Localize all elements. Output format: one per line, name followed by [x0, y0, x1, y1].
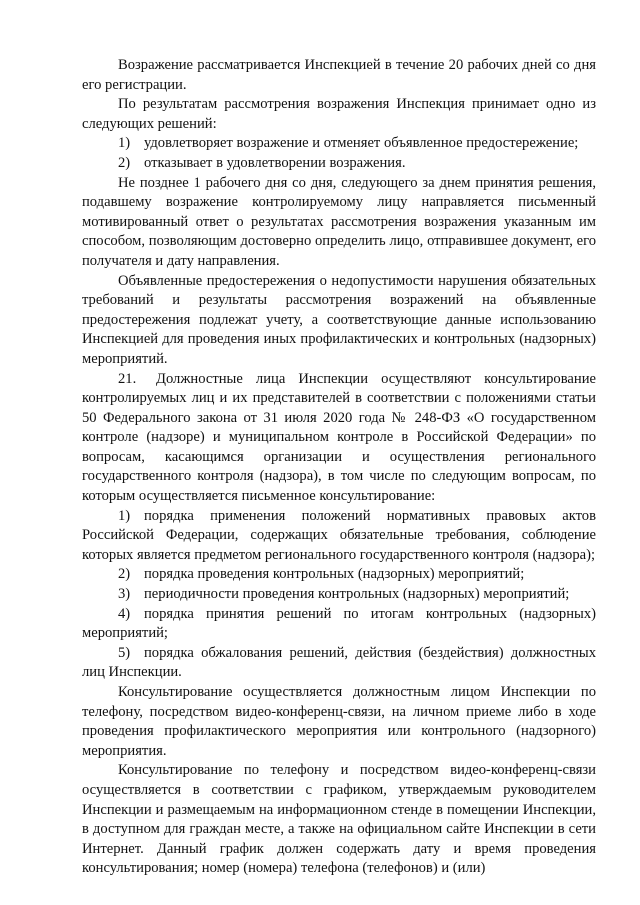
list-item [82, 154, 596, 174]
section-text: Должностные лица Инспекции осуществляют консультирование контролируемых лиц и их представителей в соответствии с положениями статьи 50 Федерального закона от 31 июля 2020 года № 248-ФЗ «О государственном контроле (надзоре) и муниципальном контроле в Российской Федерации» по вопросам, касающимся организации и осуществления регионального государственного контроля (надзора), в том числе по следующим вопросам, по которым осуществляется письменное консультирование: [82, 370, 596, 505]
list-item [82, 644, 596, 683]
list-item-text: порядка обжалования решений, действия (бездействия) должностных лиц Инспекции. [82, 644, 596, 681]
list-item-text: порядка применения положений нормативных правовых актов Российской Федерации, содержащих обязательные требования, соблюдение которых является предметом регионального государственного контроля (надзора); [82, 507, 596, 563]
section-paragraph [82, 370, 596, 507]
paragraph: Объявленные предостережения о недопустимости нарушения обязательных требований и результаты рассмотрения возражений на объявленные предостережения подлежат учету, а соответствующие данные использованию Инспекцией для проведения иных профилактических и контрольных (надзорных) мероприятий. [82, 272, 596, 367]
list-number: 5) [118, 644, 131, 661]
list-item [82, 605, 596, 644]
list-number: 4) [118, 605, 131, 622]
list-item [82, 507, 596, 566]
list-number: 3) [118, 586, 131, 603]
list-item-text: порядка проведения контрольных (надзорных) мероприятий; [144, 566, 525, 583]
document-page [82, 56, 596, 879]
list-number: 1) [118, 135, 131, 152]
list-number: 2) [118, 154, 131, 171]
list-item [82, 585, 596, 605]
list-item-text: порядка принятия решений по итогам контрольных (надзорных) мероприятий; [82, 605, 596, 642]
list-item-text: отказывает в удовлетворении возражения. [144, 154, 406, 171]
list-item [82, 134, 596, 154]
list-number: 1) [118, 507, 131, 524]
list-item-text: периодичности проведения контрольных (надзорных) мероприятий; [144, 586, 570, 603]
section-number: 21. [118, 370, 137, 387]
paragraph: Консультирование осуществляется должностным лицом Инспекции по телефону, посредством видео-конференц-связи, на личном приеме либо в ходе проведения профилактического мероприятия или контрольного (надзорного) мероприятия. [82, 684, 596, 759]
paragraph: Не позднее 1 рабочего дня со дня, следующего за днем принятия решения, подавшему возражение контролируемому лицу направляется письменный мотивированный ответ о результатах рассмотрения возражения указанным им способом, позволяющим достоверно определить лицо, отправившее документ, его получателя и дату направления. [82, 174, 596, 269]
list-item-text: удовлетворяет возражение и отменяет объявленное предостережение; [144, 135, 579, 152]
paragraph: По результатам рассмотрения возражения Инспекция принимает одно из следующих решений: [82, 96, 596, 132]
paragraph: Консультирование по телефону и посредством видео-конференц-связи осуществляется в соответствии с графиком, утверждаемым руководителем Инспекции и размещаемым на информационном стенде в помещении Инспекции, в доступном для граждан месте, а также на официальном сайте Инспекции в сети Интернет. Данный график должен содержать дату и время проведения консультирования; номер (номера) телефона (телефонов) и (или) [82, 762, 596, 877]
paragraph: Возражение рассматривается Инспекцией в течение 20 рабочих дней со дня его регистрации. [82, 57, 596, 93]
list-number: 2) [118, 566, 131, 583]
list-item [82, 565, 596, 585]
